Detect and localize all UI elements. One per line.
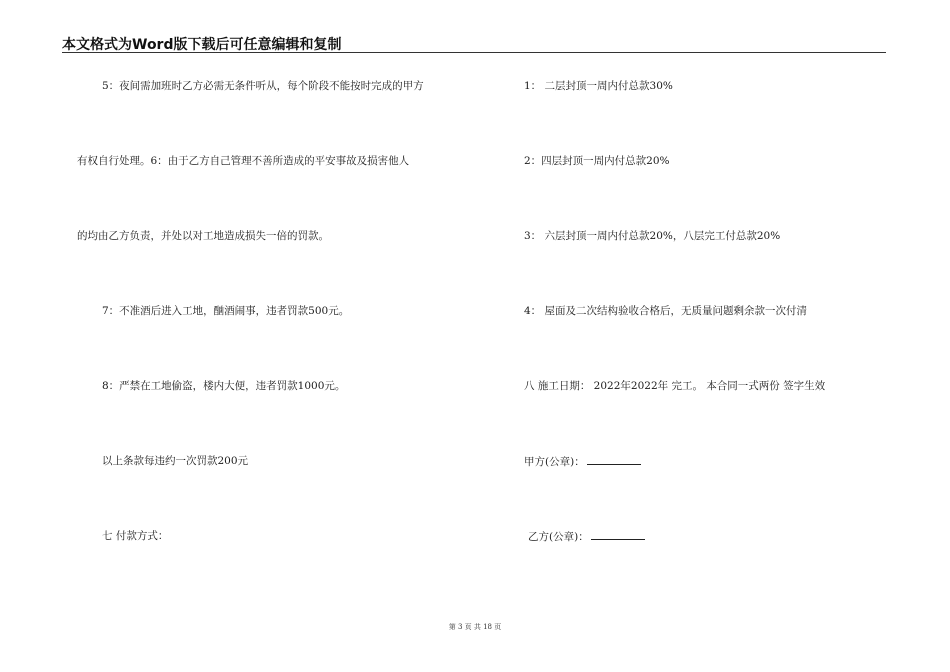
payment-item-2: 2：四层封顶一周内付总款20%: [524, 155, 670, 167]
clause-7-line: 7：不准酒后进入工地，酗酒闹事，违者罚款500元。: [102, 305, 350, 317]
clause-6-line: 有权自行处理。6：由于乙方自己管理不善所造成的平安事故及损害他人: [77, 155, 410, 167]
clause-6-continuation-line: 的均由乙方负责，并处以对工地造成损失一倍的罚款。: [77, 230, 329, 242]
party-b-signature-blank[interactable]: [591, 529, 645, 540]
payment-item-1: 1： 二层封顶一周内付总款30%: [524, 80, 673, 92]
party-a-signature-blank[interactable]: [587, 454, 641, 465]
clause-5-line: 5：夜间需加班时乙方必需无条件听从，每个阶段不能按时完成的甲方: [102, 80, 424, 92]
page-header-title: 本文格式为Word版下载后可任意编辑和复制: [62, 37, 342, 53]
payment-method-heading: 七 付款方式：: [102, 530, 169, 542]
party-a-signature-line: [524, 454, 641, 469]
clause-8-line: 8：严禁在工地偷盗，楼内大便，违者罚款1000元。: [102, 380, 346, 392]
penalty-summary-line: 以上条款每违约一次罚款200元: [102, 455, 249, 467]
payment-item-4: 4： 屋面及二次结构验收合格后，无质量问题剩余款一次付清: [524, 305, 808, 317]
payment-item-3: 3： 六层封顶一周内付总款20%，八层完工付总款20%: [524, 230, 781, 242]
construction-date-line: 八 施工日期： 2022年2022年 完工。 本合同一式两份 签字生效: [524, 380, 826, 392]
party-a-label: 甲方(公章)：: [524, 456, 585, 468]
party-b-label: 乙方(公章)：: [528, 531, 589, 543]
header-divider: [62, 52, 886, 53]
page-footer: 第 3 页 共 18 页: [448, 623, 502, 631]
party-b-signature-line: [528, 529, 645, 544]
